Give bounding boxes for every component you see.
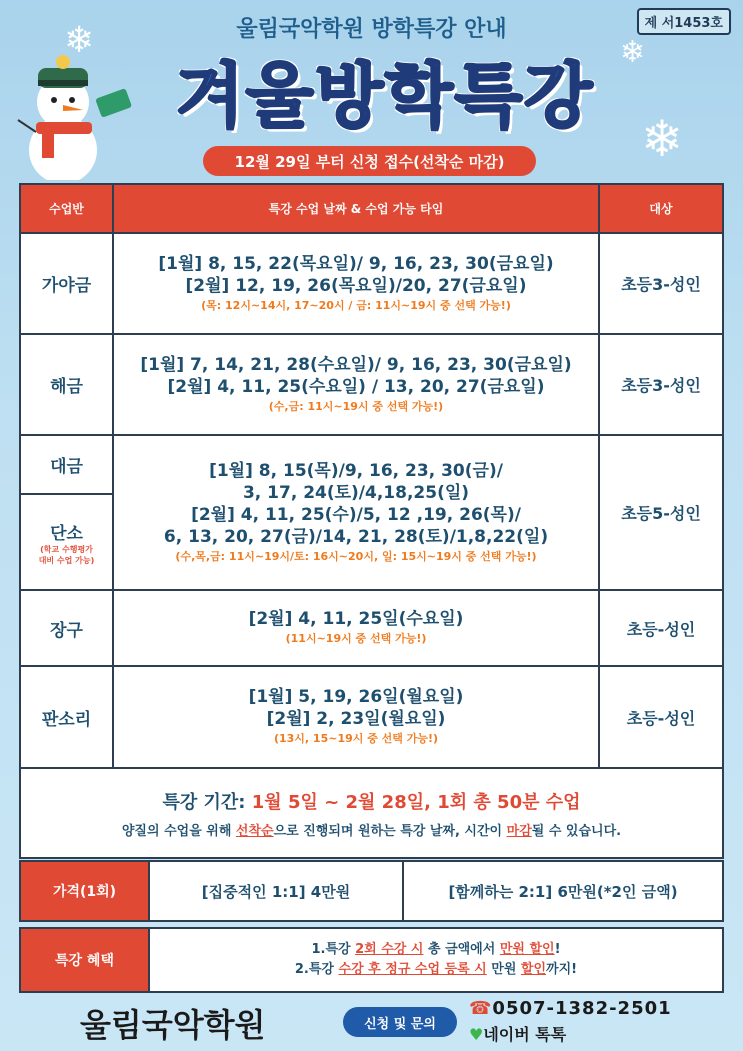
page-title: 겨울방학특강	[176, 54, 594, 137]
price-label: 가격(1회)	[21, 862, 148, 920]
contact-label: 신청 및 문의	[343, 1007, 457, 1037]
schedule-line: [1월] 8, 15, 22(목요일)/ 9, 16, 23, 30(금요일)	[158, 253, 554, 274]
time-note: (11시~19시 중 선택 가능!)	[285, 632, 427, 645]
signup-banner: 12월 29일 부터 신청 접수(선착순 마감)	[203, 146, 536, 176]
class-note: 대비 수업 가능)	[38, 555, 95, 565]
phone-icon: ☎	[469, 998, 493, 1019]
period-label: 특강 기간:	[162, 791, 246, 813]
time-note: (13시, 15~19시 중 선택 가능!)	[273, 732, 439, 745]
time-note: (목: 12시~14시, 17~20시 / 금: 11시~19시 중 선택 가능!)	[201, 298, 511, 312]
target-age: 초등3-성인	[621, 376, 701, 395]
schedule-line: [1월] 5, 19, 26일(월요일)	[248, 687, 464, 707]
time-note: (수,목,금: 11시~19시/토: 16시~20시, 일: 15시~19시 중 선택 가능!)	[175, 549, 537, 563]
class-note: (학교 수행평가	[40, 544, 93, 554]
benefit-part: 1.특강	[311, 942, 356, 957]
desc-text: 양질의 수업을 위해	[121, 823, 236, 839]
registration-number: 제 서1453호	[637, 8, 731, 35]
price-option-1: [집중적인 1:1] 4만원	[148, 862, 402, 920]
benefit-line	[150, 960, 722, 980]
naver-text: 네이버 톡톡	[483, 1025, 567, 1044]
target-age: 초등-성인	[626, 708, 696, 728]
benefit-part: 2.특강	[294, 962, 339, 977]
benefit-row	[19, 927, 724, 993]
class-name: 대금	[50, 457, 83, 477]
schedule-line: [2월] 12, 19, 26(목요일)/20, 27(금요일)	[185, 275, 527, 296]
benefit-highlight: 할인	[520, 962, 547, 977]
benefit-highlight: 만원 할인	[499, 942, 555, 957]
benefit-line	[150, 940, 722, 960]
benefit-part: 까지!	[546, 962, 578, 977]
desc-highlight: 마감	[506, 823, 532, 839]
phone-number[interactable]	[469, 998, 672, 1019]
table-row	[19, 333, 724, 436]
table-header	[19, 183, 724, 234]
schedule-line: [2월] 4, 11, 25(수요일) / 13, 20, 27(금요일)	[167, 376, 545, 397]
price-option-2: [함께하는 2:1] 6만원(*2인 금액)	[402, 862, 722, 920]
snowflake-icon: ❄	[64, 20, 95, 61]
class-name: 단소	[50, 523, 83, 544]
schedule-line: 6, 13, 20, 27(금)/14, 21, 28(토)/1,8,22(일)	[163, 526, 549, 547]
period-box	[19, 767, 724, 859]
benefit-part: 만원	[486, 962, 521, 977]
desc-text: 으로 진행되며 원하는 특강 날짜, 시간이	[273, 823, 507, 839]
benefit-label: 특강 혜택	[21, 929, 148, 991]
price-row	[19, 860, 724, 922]
table-row	[19, 434, 724, 591]
target-age: 초등-성인	[626, 619, 696, 639]
heart-icon: ♥	[469, 1025, 484, 1044]
benefit-highlight: 수강 후 정규 수업 등록 시	[338, 962, 487, 977]
class-name: 해금	[50, 377, 83, 397]
benefit-part: !	[554, 942, 561, 957]
naver-talk-link[interactable]	[469, 1022, 566, 1045]
period-desc	[122, 820, 621, 839]
table-row	[19, 232, 724, 335]
table-row	[19, 589, 724, 667]
desc-highlight: 선착순	[235, 823, 274, 839]
subtitle: 울림국악학원 방학특강 안내	[236, 17, 507, 42]
header-class: 수업반	[21, 185, 114, 232]
snowflake-icon: ❄	[619, 35, 645, 70]
academy-logo: 울림국악학원	[80, 1006, 266, 1044]
schedule-line: [2월] 4, 11, 25(수)/5, 12 ,19, 26(목)/	[191, 504, 521, 525]
schedule-line: 3, 17, 24(토)/4,18,25(일)	[242, 482, 470, 503]
target-age: 초등3-성인	[621, 275, 701, 294]
period-line	[162, 788, 580, 814]
target-age: 초등5-성인	[621, 504, 701, 523]
schedule-line: [2월] 4, 11, 25일(수요일)	[248, 609, 464, 629]
benefit-part: 총 금액에서	[423, 942, 500, 957]
snowman-illustration	[8, 40, 138, 180]
class-name: 가야금	[41, 276, 92, 296]
benefit-highlight: 2회 수강 시	[355, 942, 424, 957]
table-row	[19, 665, 724, 769]
benefit-text	[148, 929, 722, 991]
class-name: 장구	[50, 620, 83, 641]
class-name: 판소리	[41, 709, 92, 730]
schedule-line: [2월] 2, 23일(월요일)	[266, 709, 446, 729]
phone-text: 0507-1382-2501	[492, 998, 672, 1019]
desc-text: 될 수 있습니다.	[531, 823, 622, 839]
schedule-line: [1월] 7, 14, 21, 28(수요일)/ 9, 16, 23, 30(금요일)	[140, 354, 572, 375]
schedule-line: [1월] 8, 15(목)/9, 16, 23, 30(금)/	[209, 460, 503, 481]
time-note: (수,금: 11시~19시 중 선택 가능!)	[268, 399, 444, 413]
snowflake-icon: ❄	[641, 110, 683, 168]
header-schedule: 특강 수업 날짜 & 수업 가능 타임	[114, 185, 600, 232]
header-target: 대상	[600, 185, 722, 232]
period-value: 1월 5일 ~ 2월 28일, 1회 총 50분 수업	[251, 791, 581, 813]
